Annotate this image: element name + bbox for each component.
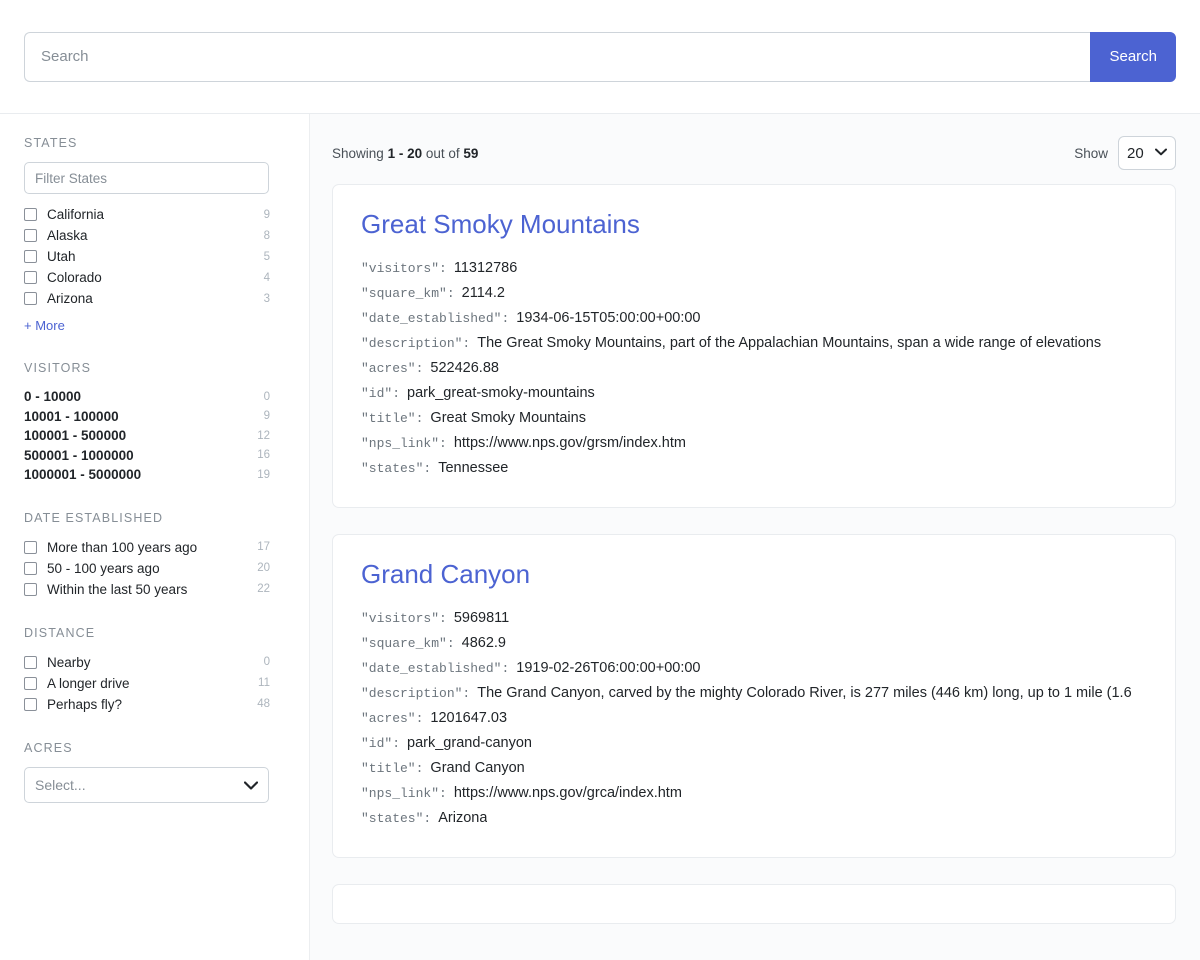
field-colon: : — [415, 361, 424, 377]
field-value: The Great Smoky Mountains, part of the Appalachian Mountains, span a wide range of elevations — [477, 335, 1102, 352]
field-value: 5969811 — [453, 610, 510, 627]
facet-option-label: 100001 - 500000 — [24, 428, 127, 444]
facet-option-count: 16 — [257, 449, 270, 462]
field-key: "visitors" — [361, 611, 440, 627]
page-size-value: 20 — [1127, 144, 1144, 162]
field-key: "square_km" — [361, 286, 447, 302]
facet-option-label: Nearby — [47, 654, 91, 670]
result-card — [332, 534, 1176, 858]
field-value: 1919-02-26T06:00:00+00:00 — [516, 660, 701, 677]
facet-option-date-1[interactable] — [24, 558, 270, 579]
checkbox-within-last-50-years[interactable] — [24, 583, 37, 596]
field-value: 11312786 — [453, 260, 518, 277]
field-value: Arizona — [438, 810, 488, 827]
chevron-down-icon — [1155, 147, 1167, 159]
checkbox-alaska[interactable] — [24, 229, 37, 242]
field-value: Grand Canyon — [430, 760, 525, 777]
facet-option-distance-1[interactable] — [24, 673, 270, 694]
checkbox-arizona[interactable] — [24, 292, 37, 305]
page-size-select[interactable] — [1118, 136, 1176, 170]
checkbox-colorado[interactable] — [24, 271, 37, 284]
facet-option-visitors-4[interactable] — [24, 465, 270, 485]
field-key: "nps_link" — [361, 436, 440, 452]
facet-option-count: 9 — [263, 410, 270, 423]
facet-option-count: 48 — [257, 698, 270, 710]
checkbox-nearby[interactable] — [24, 656, 37, 669]
facet-option-label: Utah — [47, 249, 76, 264]
field-key: "visitors" — [361, 261, 440, 277]
facet-option-count: 0 — [263, 390, 270, 403]
checkbox-california[interactable] — [24, 208, 37, 221]
field-value: Great Smoky Mountains — [430, 410, 586, 427]
facet-option-count: 11 — [258, 677, 270, 689]
checkbox-perhaps-fly[interactable] — [24, 698, 37, 711]
facet-option-count: 3 — [263, 292, 270, 305]
field-colon: : — [501, 311, 510, 327]
facet-option-colorado[interactable] — [24, 267, 270, 288]
result-field — [361, 381, 1147, 406]
states-more-link[interactable]: + More — [24, 318, 65, 333]
filter-states-input[interactable] — [24, 162, 269, 194]
result-field — [361, 706, 1147, 731]
facet-option-label: Arizona — [47, 291, 93, 306]
field-value: 1934-06-15T05:00:00+00:00 — [516, 310, 701, 327]
result-field — [361, 431, 1147, 456]
field-key: "description" — [361, 686, 463, 702]
facet-option-label: 500001 - 1000000 — [24, 447, 134, 463]
field-key: "title" — [361, 411, 416, 427]
field-value: park_grand-canyon — [407, 735, 532, 752]
facet-distance — [24, 626, 285, 715]
result-field — [361, 631, 1147, 656]
result-field — [361, 781, 1147, 806]
field-colon: : — [392, 736, 401, 752]
showing-range: 1 - 20 — [387, 145, 423, 161]
search-input[interactable] — [24, 32, 1090, 82]
facet-title-acres: ACRES — [24, 740, 73, 755]
search-bar — [0, 0, 1200, 114]
facet-option-visitors-0[interactable] — [24, 387, 270, 407]
facet-title-states: STATES — [24, 136, 78, 150]
field-value: 522426.88 — [430, 360, 499, 377]
field-value: park_great-smoky-mountains — [407, 385, 595, 402]
field-colon: : — [415, 711, 424, 727]
field-key: "title" — [361, 761, 416, 777]
content-area — [0, 114, 1200, 960]
facet-title-date-established: DATE ESTABLISHED — [24, 510, 164, 525]
facet-option-visitors-1[interactable] — [24, 407, 270, 427]
result-card-partial — [332, 884, 1176, 924]
facet-option-label: Perhaps fly? — [47, 696, 123, 712]
checkbox-more-than-100-years[interactable] — [24, 541, 37, 554]
facet-option-label: 50 - 100 years ago — [47, 560, 160, 576]
facet-option-distance-0[interactable] — [24, 652, 270, 673]
facet-option-label: Within the last 50 years — [47, 581, 188, 597]
result-field — [361, 306, 1147, 331]
showing-total: 59 — [463, 145, 479, 161]
field-colon: : — [439, 436, 447, 452]
search-button[interactable]: Search — [1090, 32, 1176, 82]
field-colon: : — [501, 661, 510, 677]
field-value: 4862.9 — [461, 635, 506, 652]
facet-option-count: 0 — [263, 656, 270, 668]
field-value: https://www.nps.gov/grsm/index.htm — [453, 435, 686, 452]
show-label: Show — [1074, 145, 1108, 161]
result-field — [361, 281, 1147, 306]
field-key: "description" — [361, 336, 463, 352]
acres-select-value: Select... — [35, 776, 86, 793]
field-colon: : — [446, 636, 455, 652]
result-field — [361, 681, 1147, 706]
facet-option-arizona[interactable] — [24, 288, 270, 309]
facet-option-count: 20 — [257, 562, 270, 574]
facet-acres — [24, 741, 285, 803]
facet-option-label: California — [47, 207, 105, 222]
facet-option-count: 12 — [257, 429, 270, 442]
result-field — [361, 256, 1147, 281]
facet-option-label: Alaska — [47, 228, 88, 243]
result-field — [361, 656, 1147, 681]
field-colon: : — [462, 336, 471, 352]
facet-option-label: A longer drive — [47, 675, 130, 691]
results-count — [332, 146, 478, 161]
field-colon: : — [439, 786, 447, 802]
results-column — [310, 114, 1200, 960]
field-colon: : — [439, 611, 447, 627]
facet-option-count: 8 — [263, 229, 270, 242]
field-key: "date_established" — [361, 661, 502, 677]
result-field — [361, 806, 1147, 831]
field-key: "states" — [361, 811, 424, 827]
field-value: Tennessee — [438, 460, 509, 477]
facet-option-label: 10001 - 100000 — [24, 408, 119, 424]
checkbox-a-longer-drive[interactable] — [24, 677, 37, 690]
field-colon: : — [462, 686, 471, 702]
facet-option-count: 9 — [263, 208, 270, 221]
facet-option-date-0[interactable] — [24, 537, 270, 558]
field-value: 2114.2 — [461, 285, 505, 302]
field-colon: : — [423, 461, 432, 477]
field-key: "date_established" — [361, 311, 502, 327]
facet-date-established — [24, 511, 285, 600]
facet-title-distance: DISTANCE — [24, 625, 96, 640]
result-card — [332, 184, 1176, 508]
field-colon: : — [439, 261, 447, 277]
facet-option-date-2[interactable] — [24, 579, 270, 600]
result-field — [361, 456, 1147, 481]
field-colon: : — [415, 761, 424, 777]
result-field — [361, 356, 1147, 381]
facet-option-label: Colorado — [47, 270, 102, 285]
showing-prefix: Showing — [332, 145, 384, 161]
page-size-control — [1074, 136, 1176, 170]
facet-visitors — [24, 361, 285, 485]
facet-option-count: 17 — [257, 541, 270, 553]
result-title[interactable]: Great Smoky Mountains — [361, 209, 640, 239]
field-colon: : — [392, 386, 401, 402]
showing-middle: out of — [425, 145, 460, 161]
chevron-down-icon — [244, 777, 258, 793]
facet-option-count: 4 — [263, 271, 270, 284]
field-key: "square_km" — [361, 636, 447, 652]
field-value: The Grand Canyon, carved by the mighty Colorado River, is 277 miles (446 km) long, up to 1 mile (1.6 — [477, 685, 1132, 702]
field-value: 1201647.03 — [430, 710, 508, 727]
result-title[interactable]: Grand Canyon — [361, 559, 531, 590]
result-field — [361, 731, 1147, 756]
facet-option-label: 0 - 10000 — [24, 389, 82, 405]
facet-option-label: 1000001 - 5000000 — [24, 467, 142, 483]
field-colon: : — [415, 411, 424, 427]
facet-option-count: 22 — [257, 583, 270, 595]
facet-states — [24, 136, 285, 335]
checkbox-utah[interactable] — [24, 250, 37, 263]
field-key: "states" — [361, 461, 424, 477]
result-field — [361, 606, 1147, 631]
facet-option-utah[interactable] — [24, 246, 270, 267]
facets-sidebar — [0, 114, 310, 960]
result-field — [361, 331, 1147, 356]
field-colon: : — [423, 811, 432, 827]
field-key: "id" — [361, 386, 393, 402]
field-key: "id" — [361, 736, 393, 752]
field-value: https://www.nps.gov/grca/index.htm — [453, 785, 682, 802]
facet-option-california[interactable] — [24, 204, 270, 225]
facet-option-count: 19 — [257, 468, 270, 481]
facet-option-label: More than 100 years ago — [47, 539, 198, 555]
acres-select[interactable] — [24, 767, 269, 803]
checkbox-50-100-years[interactable] — [24, 562, 37, 575]
result-field — [361, 756, 1147, 781]
field-key: "acres" — [361, 361, 416, 377]
field-key: "acres" — [361, 711, 416, 727]
facet-option-visitors-3[interactable] — [24, 446, 270, 466]
facet-option-distance-2[interactable] — [24, 694, 270, 715]
field-key: "nps_link" — [361, 786, 440, 802]
facet-title-visitors: VISITORS — [24, 361, 92, 375]
facet-option-count: 5 — [263, 250, 270, 263]
facet-option-alaska[interactable] — [24, 225, 270, 246]
facet-option-visitors-2[interactable] — [24, 426, 270, 446]
result-field — [361, 406, 1147, 431]
results-header — [332, 136, 1176, 170]
field-colon: : — [446, 286, 455, 302]
